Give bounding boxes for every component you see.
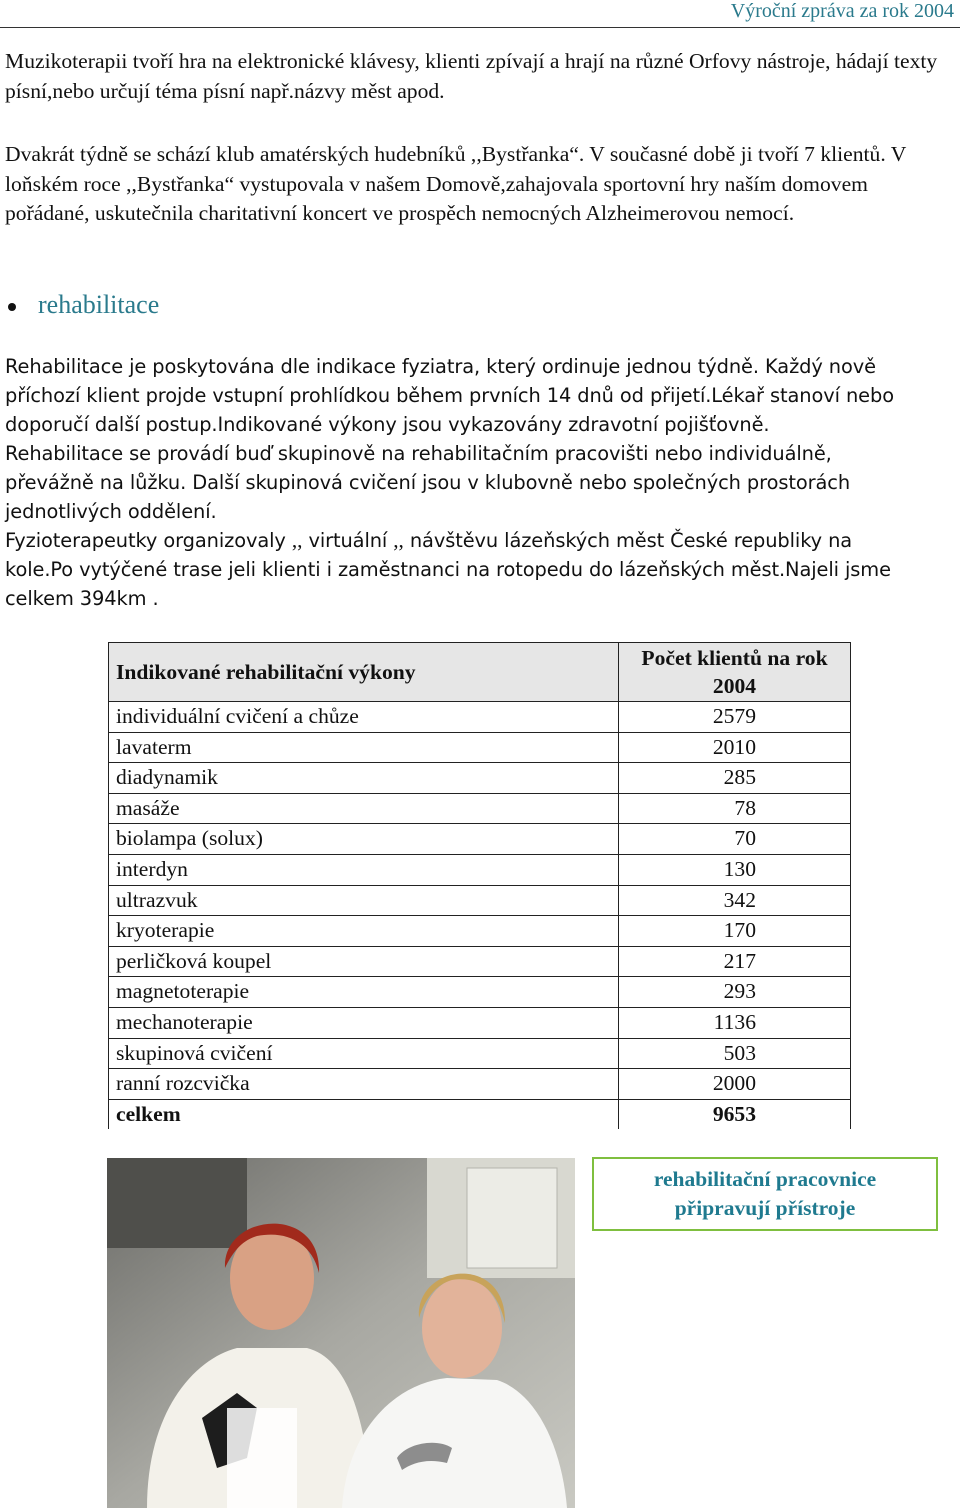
table-header-procedures: Indikované rehabilitační výkony bbox=[109, 643, 619, 702]
rehab-line: jednotlivých oddělení. bbox=[5, 500, 217, 523]
photo-illustration bbox=[107, 1158, 575, 1508]
rehab-line: Rehabilitace se provádí buď skupinově na rehabilitačním pracovišti nebo individuálně, bbox=[5, 442, 832, 465]
photo-caption bbox=[592, 1157, 938, 1231]
client-count: 285 bbox=[619, 763, 851, 794]
client-count: 2010 bbox=[619, 732, 851, 763]
procedure-name: mechanoterapie bbox=[109, 1007, 619, 1038]
table-row bbox=[109, 732, 851, 763]
table-header-row bbox=[109, 643, 851, 702]
total-label: celkem bbox=[109, 1099, 619, 1129]
rehab-fragment: ,, bbox=[291, 528, 303, 552]
table-row bbox=[109, 1038, 851, 1069]
table-total-row bbox=[109, 1099, 851, 1129]
caption-line: rehabilitační pracovnice bbox=[653, 1167, 877, 1191]
procedure-name: kryoterapie bbox=[109, 916, 619, 947]
procedure-name: interdyn bbox=[109, 854, 619, 885]
section-label: rehabilitace bbox=[38, 290, 160, 319]
procedure-name: skupinová cvičení bbox=[109, 1038, 619, 1069]
procedure-name: masáže bbox=[109, 793, 619, 824]
client-count: 2000 bbox=[619, 1069, 851, 1100]
bullet-icon bbox=[8, 303, 16, 311]
music-therapy-paragraph: Muzikoterapii tvoří hra na elektronické klávesy, klienti zpívají a hrají na různé Orfovy nástroje, hádají texty písní,nebo určují téma písní např.názvy měst apod. bbox=[5, 49, 938, 103]
procedure-name: biolampa (solux) bbox=[109, 824, 619, 855]
rehabilitation-paragraph bbox=[5, 352, 955, 613]
client-count: 70 bbox=[619, 824, 851, 855]
rehab-fragment: Fyzioterapeutky organizovaly bbox=[5, 529, 292, 552]
procedure-name: perličková koupel bbox=[109, 946, 619, 977]
table-row bbox=[109, 946, 851, 977]
table-row bbox=[109, 1069, 851, 1100]
club-paragraph: Dvakrát týdně se schází klub amatérských hudebníků ,,Bystřanka“. V současné době ji tvoří 7 klientů. V loňském roce ,,Bystřanka“ vystupovala v našem Domově,zahajovala sportovní hry naším domovem pořádané, uskutečnila charitativní koncert ve prospěch nemocných Alzheimerovou nemocí. bbox=[5, 142, 906, 225]
client-count: 503 bbox=[619, 1038, 851, 1069]
rehabilitation-section-heading bbox=[8, 290, 159, 320]
procedure-name: magnetoterapie bbox=[109, 977, 619, 1008]
total-value: 9653 bbox=[619, 1099, 851, 1129]
rehab-line: převážně na lůžku. Další skupinová cvičení jsou v klubovně nebo společných prostorách bbox=[5, 471, 851, 494]
table-row bbox=[109, 977, 851, 1008]
procedure-name: individuální cvičení a chůze bbox=[109, 702, 619, 733]
table-row bbox=[109, 824, 851, 855]
table-header-count: Počet klientů na rok 2004 bbox=[619, 643, 851, 702]
client-count: 170 bbox=[619, 916, 851, 947]
table-row bbox=[109, 1007, 851, 1038]
table-row bbox=[109, 916, 851, 947]
client-count: 342 bbox=[619, 885, 851, 916]
staff-photo bbox=[107, 1158, 575, 1508]
rehab-line bbox=[5, 526, 955, 555]
rehab-line: příchozí klient projde vstupní prohlídkou během prvních 14 dnů od přijetí.Lékař stanoví nebo bbox=[5, 384, 894, 407]
client-count: 217 bbox=[619, 946, 851, 977]
rehab-line: Rehabilitace je poskytována dle indikace fyziatra, který ordinuje jednou týdně. Každý nově bbox=[5, 355, 876, 378]
rehab-fragment: ,, bbox=[393, 528, 404, 552]
client-count: 130 bbox=[619, 854, 851, 885]
rehab-fragment: virtuální bbox=[302, 529, 394, 552]
procedure-name: ranní rozcvička bbox=[109, 1069, 619, 1100]
rehab-procedures-table bbox=[108, 642, 851, 1129]
client-count: 1136 bbox=[619, 1007, 851, 1038]
client-count: 2579 bbox=[619, 702, 851, 733]
table-row bbox=[109, 793, 851, 824]
procedure-name: ultrazvuk bbox=[109, 885, 619, 916]
client-count: 293 bbox=[619, 977, 851, 1008]
caption-line: připravují přístroje bbox=[674, 1196, 856, 1220]
table-row bbox=[109, 702, 851, 733]
rehab-fragment: návštěvu lázeňských měst České republiky na bbox=[403, 529, 853, 552]
report-header-title: Výroční zpráva za rok 2004 bbox=[730, 0, 954, 22]
header-divider bbox=[0, 27, 960, 28]
procedure-name: lavaterm bbox=[109, 732, 619, 763]
procedure-name: diadynamik bbox=[109, 763, 619, 794]
rehab-line: celkem 394km . bbox=[5, 587, 159, 610]
table-row bbox=[109, 854, 851, 885]
table-row bbox=[109, 885, 851, 916]
client-count: 78 bbox=[619, 793, 851, 824]
rehab-line: doporučí další postup.Indikované výkony jsou vykazovány zdravotní pojišťovně. bbox=[5, 413, 770, 436]
rehab-line: kole.Po vytýčené trase jeli klienti i zaměstnanci na rotopedu do lázeňských měst.Najeli jsme bbox=[5, 558, 891, 581]
table-row bbox=[109, 763, 851, 794]
